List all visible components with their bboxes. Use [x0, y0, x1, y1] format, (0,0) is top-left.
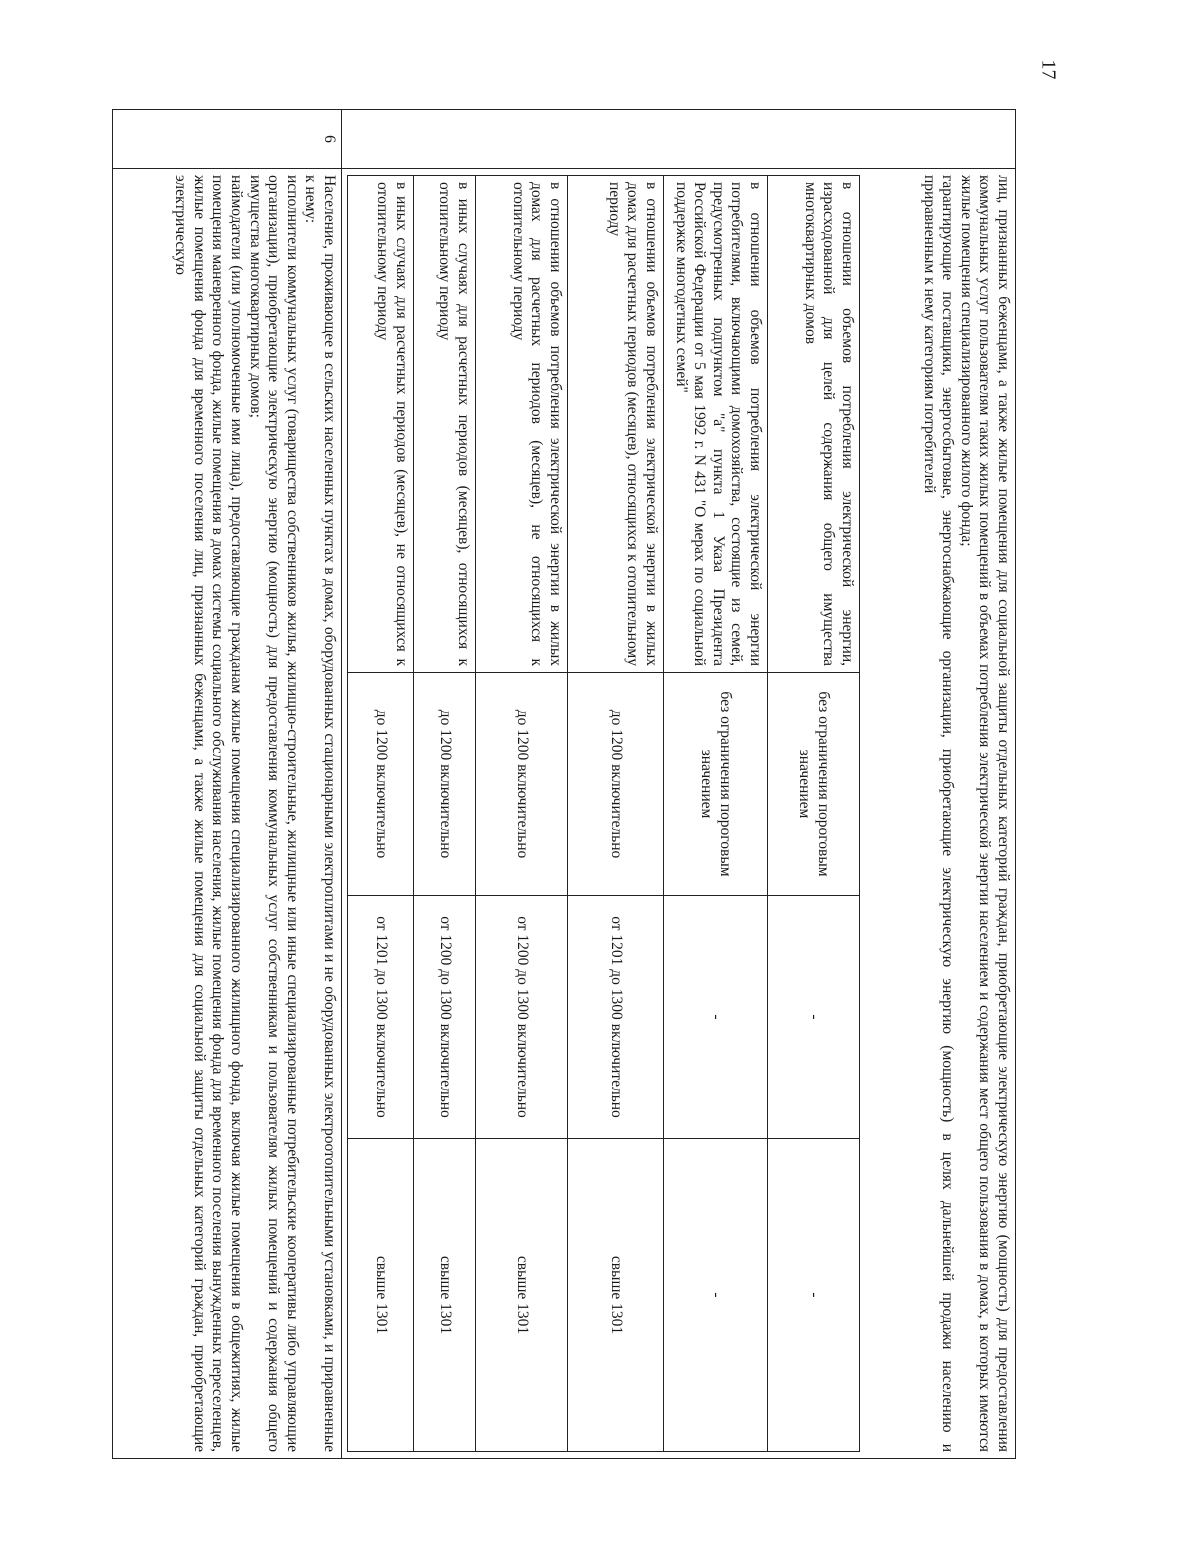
- range-cell: -: [768, 896, 860, 1139]
- paragraph: Население, проживающее в сельских населенных пунктах в домах, оборудованных стационарными электроплитами и не оборудованных электроотопительными установками, и приравненные к нему:: [302, 175, 338, 1452]
- range-cell: свыше 1301: [414, 1139, 476, 1452]
- table-row: [414, 176, 476, 1452]
- tariff-table: [112, 109, 1016, 1459]
- consumption-subtable: [347, 175, 860, 1452]
- page-number: 17: [1037, 59, 1060, 80]
- range-cell: свыше 1301: [348, 1139, 414, 1452]
- paragraph: лиц, признанных беженцами, а также жилые помещения для социальной защиты отдельных категорий граждан, приобретающие электрическую энергию (мощность) для предоставления коммунальных услуг пользователям таких жилых помещений в объемах потребления электрической энергии населением и содержания мест общего пользования в домах, в которых имеются жилые помещения специализированного жилого фонда;: [957, 175, 1012, 1452]
- table-row: [476, 176, 568, 1452]
- range-cell: -: [664, 896, 768, 1139]
- category-text: [116, 175, 338, 1452]
- intro-text: [862, 175, 1012, 1452]
- range-cell: от 1201 до 1300 включительно: [348, 896, 414, 1139]
- table-row: [768, 176, 860, 1452]
- range-cell: без ограничения пороговым значением: [768, 673, 860, 896]
- paragraph: гарантирующие поставщики, энергосбытовые, энергоснабжающие организации, приобретающие электрическую энергию (мощность) в целях дальнейшей продажи населению и приравненным к нему категориям потребителей: [920, 175, 957, 1452]
- range-cell: свыше 1301: [476, 1139, 568, 1452]
- table-row: [348, 176, 414, 1452]
- range-cell: от 1200 до 1300 включительно: [476, 896, 568, 1139]
- table-row: [568, 176, 664, 1452]
- row-content: [342, 169, 1016, 1459]
- rotated-page-frame: [130, 109, 1016, 1459]
- range-cell: без ограничения пороговым значением: [664, 673, 768, 896]
- row-number: 6: [113, 110, 342, 169]
- table-row: [664, 176, 768, 1452]
- range-cell: до 1200 включительно: [476, 673, 568, 896]
- range-cell: до 1200 включительно: [414, 673, 476, 896]
- row-description: в отношении объемов потребления электрической энергии в жилых домах для расчетных периодов (месяцев), не относящихся к отопительному периоду: [476, 176, 568, 673]
- range-cell: -: [768, 1139, 860, 1452]
- row-content: [113, 169, 342, 1459]
- range-cell: свыше 1301: [568, 1139, 664, 1452]
- range-cell: до 1200 включительно: [348, 673, 414, 896]
- row-description: в отношении объемов потребления электрической энергии потребителями, включающими домохозяйства, состоящие из семей, предусмотренных подпунктом "а" пункта 1 Указа Президента Российской Федерации от 5 мая 1992 г. N 431 "О мерах по социальной поддержке многодетных семей": [664, 176, 768, 673]
- row-description: в иных случаях для расчетных периодов (месяцев), не относящихся к отопительному периоду: [348, 176, 414, 673]
- range-cell: -: [664, 1139, 768, 1452]
- paragraph: исполнители коммунальных услуг (товарищества собственников жилья, жилищно-строительные, жилищные или иные специализированные потребительские кооперативы либо управляющие организации), приобретающие электрическую энергию (мощность) для предоставления коммунальных услуг собственникам и пользователям жилых помещений и содержания общего имущества многоквартирных домов;: [246, 175, 301, 1452]
- range-cell: от 1200 до 1300 включительно: [414, 896, 476, 1139]
- paragraph: наймодатели (или уполномоченные ими лица), предоставляющие гражданам жилые помещения специализированного жилищного фонда, включая жилые помещения в общежитиях, жилые помещения маневренного фонда, жилые помещения в домах системы социального обслуживания населения, жилые помещения фонда для временного поселения вынужденных переселенцев, жилые помещения фонда для временного поселения лиц, признанных беженцами, а также жилые помещения для социальной защиты отдельных категорий граждан, приобретающие электрическую: [172, 175, 246, 1452]
- row-description: в отношении объемов потребления электрической энергии в жилых домах для расчетных периодов (месяцев), относящихся к отопительному периоду: [568, 176, 664, 673]
- range-cell: до 1200 включительно: [568, 673, 664, 896]
- row-number: [342, 110, 1016, 169]
- row-description: в иных случаях для расчетных периодов (месяцев), относящихся к отопительному периоду: [414, 176, 476, 673]
- row-description: в отношении объемов потребления электрической энергии, израсходованной для целей содержания общего имущества многоквартирных домов: [768, 176, 860, 673]
- range-cell: от 1201 до 1300 включительно: [568, 896, 664, 1139]
